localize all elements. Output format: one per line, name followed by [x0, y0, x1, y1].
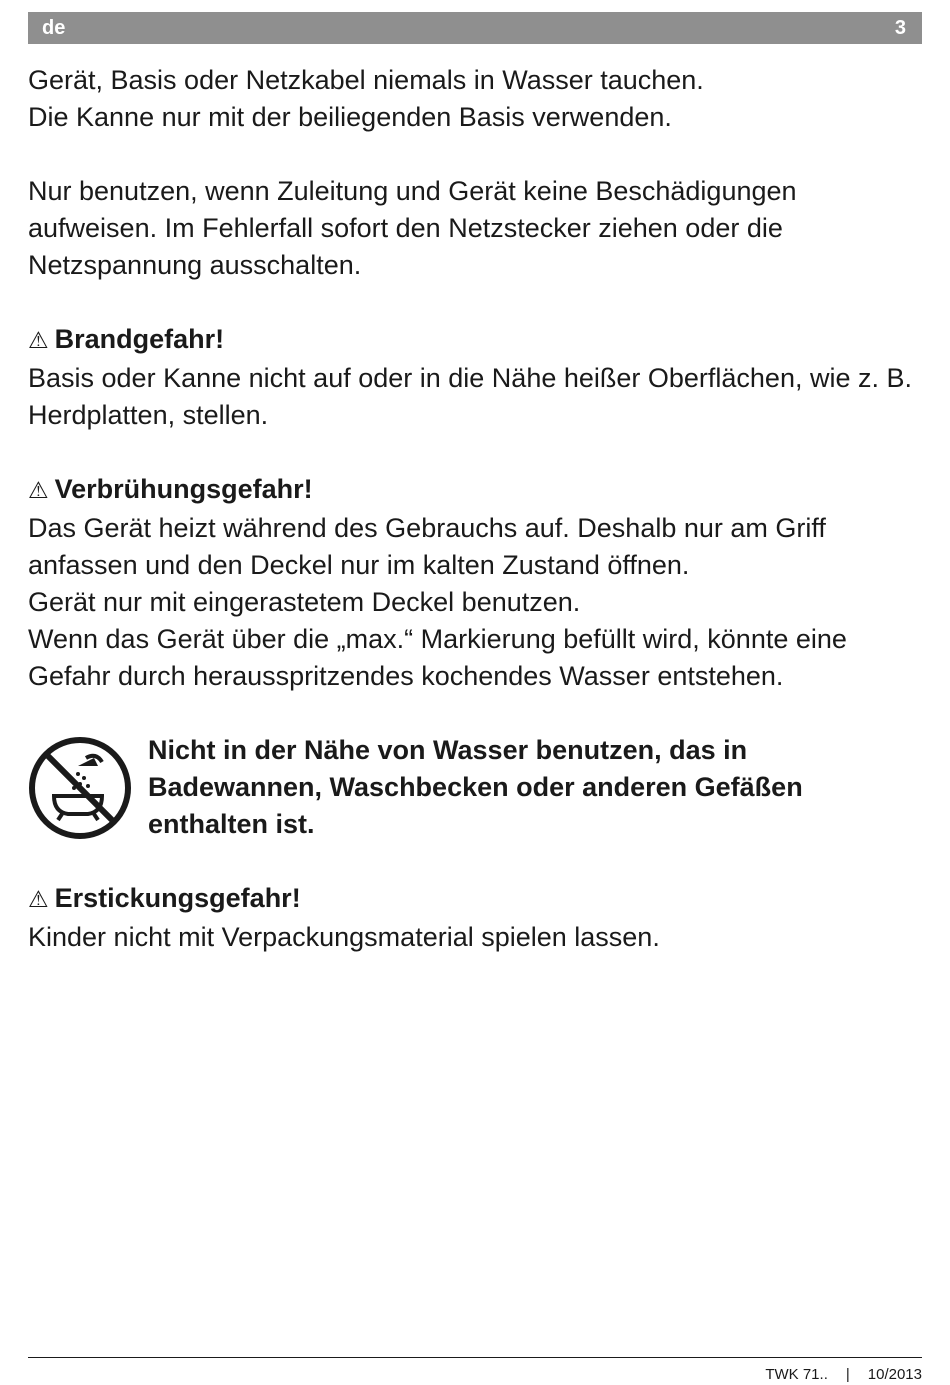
language-code: de [42, 16, 66, 39]
warning-triangle-icon: ⚠ [28, 328, 49, 354]
paragraph-damage: Nur benutzen, wenn Zuleitung und Gerät keine Beschädigungen aufweisen. Im Fehlerfall sofort den Netzstecker ziehen oder die Netzspannung ausschalten. [28, 176, 797, 280]
safety-instructions [28, 62, 928, 956]
footer-divider [28, 1357, 922, 1358]
water-notice-text: Nicht in der Nähe von Wasser benutzen, das in Badewannen, Waschbecken oder anderen Gefäßen enthalten ist. [148, 735, 803, 839]
page-footer [765, 1366, 922, 1383]
paragraph-base-usage: Die Kanne nur mit der beiliegenden Basis verwenden. [28, 102, 672, 132]
paragraph-scald-3: Wenn das Gerät über die „max.“ Markierung befüllt wird, könnte eine Gefahr durch herausspritzendes kochendes Wasser entstehen. [28, 624, 847, 691]
fire-hazard-label: Brandgefahr! [54, 324, 225, 354]
page-number: 3 [894, 16, 906, 39]
heading-fire-hazard [28, 321, 928, 360]
issue-date: 10/2013 [867, 1366, 922, 1383]
heading-scald-hazard [28, 471, 928, 510]
model-number: TWK 71.. [765, 1366, 828, 1383]
scald-hazard-label: Verbrühungsgefahr! [54, 474, 313, 504]
heading-suffocation-hazard [28, 880, 928, 919]
no-bathtub-icon [28, 736, 132, 840]
water-notice [28, 732, 928, 843]
warning-triangle-icon: ⚠ [28, 887, 49, 913]
paragraph-fire-hazard: Basis oder Kanne nicht auf oder in die Nähe heißer Oberflächen, wie z. B. Herdplatten, stellen. [28, 363, 912, 430]
suffocation-hazard-label: Erstickungsgefahr! [54, 883, 301, 913]
paragraph-scald-2: Gerät nur mit eingerastetem Deckel benutzen. [28, 587, 581, 617]
paragraph-scald-1: Das Gerät heizt während des Gebrauchs auf. Deshalb nur am Griff anfassen und den Deckel nur im kalten Zustand öffnen. [28, 513, 826, 580]
footer-separator: | [845, 1366, 850, 1383]
paragraph-immersion: Gerät, Basis oder Netzkabel niemals in Wasser tauchen. [28, 65, 704, 95]
warning-triangle-icon: ⚠ [28, 478, 49, 504]
paragraph-suffocation: Kinder nicht mit Verpackungsmaterial spielen lassen. [28, 922, 660, 952]
page-header [28, 12, 922, 44]
